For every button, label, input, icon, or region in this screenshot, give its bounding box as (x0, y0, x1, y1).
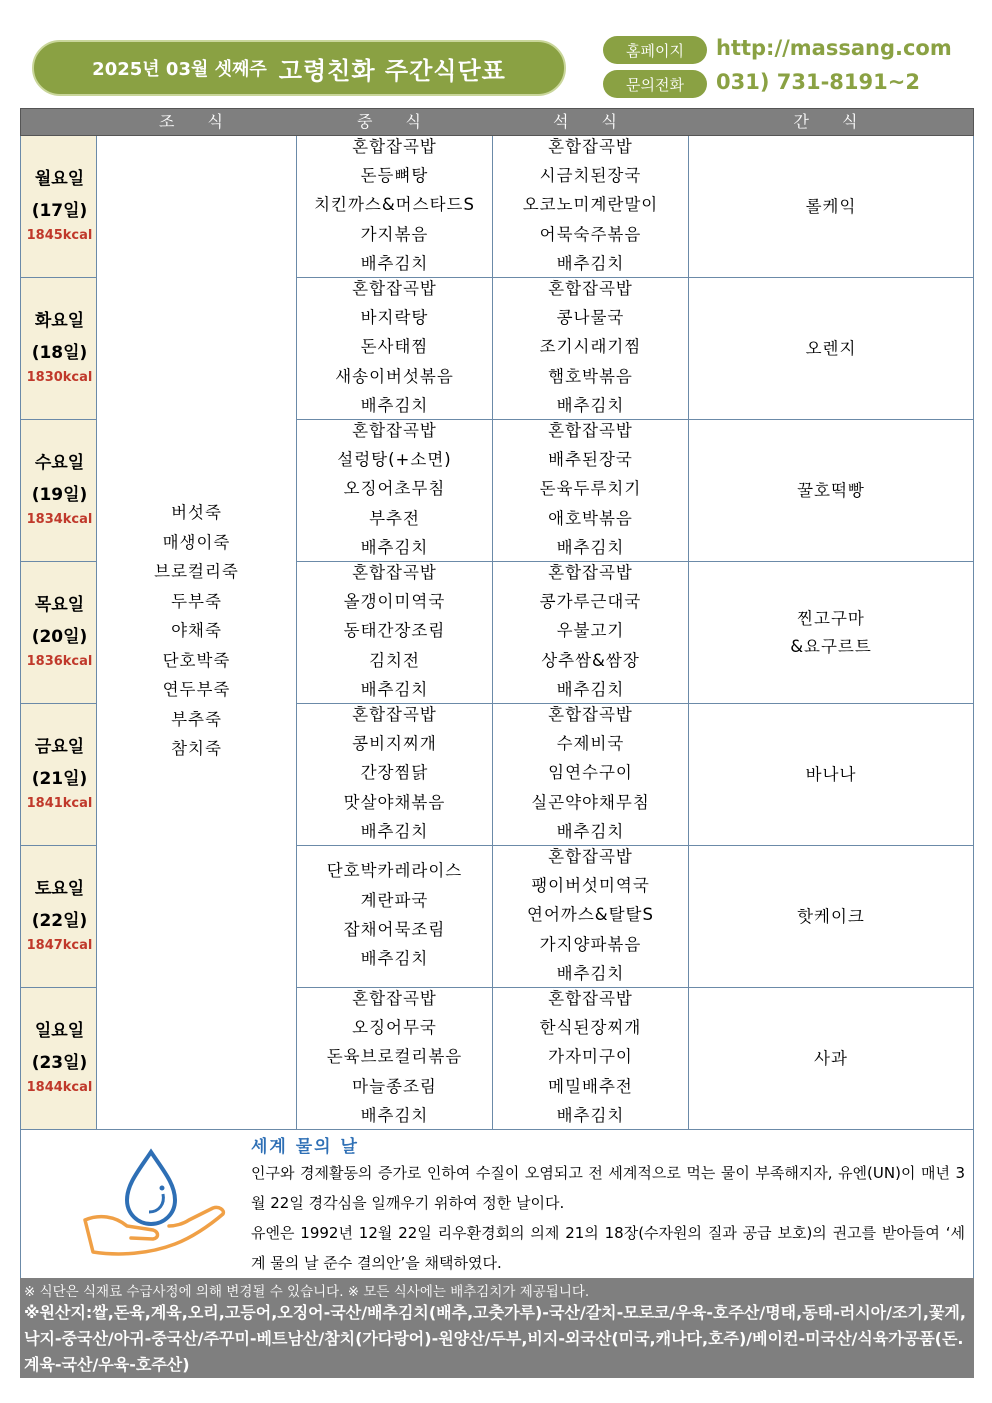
dinner-item: 오코노미계란말이 (522, 195, 659, 215)
breakfast-item: 부추죽 (171, 709, 222, 729)
lunch-item: 혼합잡곡밥 (352, 988, 437, 1008)
day-cell (20, 136, 97, 278)
dinner-item: 연어까스&탈탈S (527, 905, 654, 925)
dinner-item: 팽이버섯미역국 (531, 875, 650, 895)
phone-number: 031) 731-8191~2 (716, 70, 920, 94)
dinner-cell (493, 562, 689, 704)
dinner-item: 혼합잡곡밥 (548, 704, 633, 724)
notice-paragraph-1: 인구와 경제활동의 증가로 인하여 수질이 오염되고 전 세계적으로 먹는 물이 부족해지자, 유엔(UN)이 매년 3월 22일 경각심을 일깨우기 위하여 정한 날이다. (251, 1164, 965, 1212)
lunch-item: 동태간장조림 (343, 621, 446, 641)
day-date: (21일) (31, 769, 88, 789)
dinner-cell (493, 988, 689, 1130)
dinner-item: 배추김치 (556, 822, 625, 842)
lunch-item: 계란파국 (360, 890, 429, 910)
day-kcal: 1834kcal (26, 512, 93, 527)
lunch-item: 설렁탕(+소면) (337, 449, 452, 469)
dinner-item: 콩나물국 (556, 307, 625, 327)
dinner-item: 시금치된장국 (539, 165, 642, 185)
lunch-item: 혼합잡곡밥 (352, 704, 437, 724)
dinner-item: 혼합잡곡밥 (548, 846, 633, 866)
footer (20, 1278, 974, 1378)
notice-title: 세계 물의 날 (251, 1137, 359, 1157)
day-date: (22일) (31, 911, 88, 931)
dinner-cell (493, 278, 689, 420)
dinner-item: 햄호박볶음 (548, 366, 633, 386)
breakfast-item: 브로컬리죽 (154, 562, 239, 581)
breakfast-item: 두부죽 (171, 591, 222, 611)
dinner-item: 메밀배추전 (548, 1076, 633, 1096)
dinner-cell (493, 704, 689, 846)
day-name: 수요일 (34, 453, 85, 473)
day-kcal: 1844kcal (26, 1080, 93, 1095)
lunch-cell (297, 846, 493, 988)
dinner-item: 배추김치 (556, 964, 625, 984)
water-drop-hand-icon (79, 1148, 229, 1258)
lunch-cell (297, 562, 493, 704)
lunch-item: 배추김치 (360, 1106, 429, 1126)
notice-text (251, 1158, 965, 1278)
lunch-item: 마늘종조림 (352, 1076, 437, 1096)
snack-cell (689, 278, 974, 420)
dinner-item: 배추김치 (556, 680, 625, 700)
lunch-item: 배추김치 (360, 949, 429, 969)
lunch-cell (297, 136, 493, 278)
footer-note: ※ 식단은 식재료 수급사정에 의해 변경될 수 있습니다. ※ 모든 식사에는 배추김치가 제공됩니다. (24, 1284, 590, 1300)
snack-cell (689, 846, 974, 988)
snack-item: 꿀호떡빵 (797, 481, 865, 500)
lunch-cell (297, 704, 493, 846)
day-cell (20, 420, 97, 562)
dinner-item: 혼합잡곡밥 (548, 562, 633, 582)
snack-item: 바나나 (805, 765, 857, 784)
lunch-item: 혼합잡곡밥 (352, 562, 437, 582)
dinner-item: 배추김치 (556, 538, 625, 558)
snack-item: 오렌지 (805, 339, 857, 358)
dinner-item: 혼합잡곡밥 (548, 136, 633, 156)
title-week: 2025년 03월 셋째주 (92, 59, 267, 80)
lunch-item: 혼합잡곡밥 (352, 420, 437, 440)
snack-cell (689, 988, 974, 1130)
dinner-item: 실곤약야채무침 (531, 792, 650, 812)
day-date: (18일) (31, 343, 88, 363)
dinner-cell (493, 846, 689, 988)
lunch-item: 오징어무국 (352, 1017, 437, 1037)
notice-paragraph-2: 유엔은 1992년 12월 22일 리우환경회의 의제 21의 18장(수자원의 질과 공급 보호)의 권고를 받아들여 ‘세계 물의 날 준수 결의안’을 채택하였다. (251, 1224, 965, 1272)
dinner-item: 돈육두루치기 (539, 479, 642, 499)
lunch-item: 배추김치 (360, 822, 429, 842)
dinner-item: 혼합잡곡밥 (548, 988, 633, 1008)
lunch-item: 부추전 (369, 508, 420, 528)
title-banner (32, 40, 566, 96)
day-name: 일요일 (34, 1021, 85, 1041)
snack-item: &요구르트 (790, 637, 872, 656)
lunch-cell (297, 988, 493, 1130)
snack-item: 롤케익 (805, 197, 857, 216)
lunch-item: 맛살야채볶음 (343, 792, 446, 812)
day-kcal: 1841kcal (26, 796, 93, 811)
snack-cell (689, 704, 974, 846)
dinner-item: 배추된장국 (548, 449, 633, 469)
phone-label: 문의전화 (603, 70, 707, 98)
day-date: (23일) (31, 1053, 88, 1073)
snack-item: 사과 (814, 1049, 848, 1068)
lunch-item: 가지볶음 (360, 224, 429, 244)
lunch-item: 단호박카레라이스 (326, 861, 463, 881)
dinner-item: 가지양파볶음 (539, 934, 642, 954)
dinner-item: 상추쌈&쌈장 (541, 650, 640, 670)
day-cell (20, 988, 97, 1130)
dinner-item: 조기시래기찜 (539, 337, 642, 357)
header-snack: 간 식 (793, 112, 872, 131)
day-kcal: 1845kcal (26, 228, 93, 243)
dinner-item: 수제비국 (556, 733, 625, 753)
breakfast-list (97, 498, 296, 764)
homepage-label: 홈페이지 (603, 36, 707, 64)
lunch-item: 돈사태찜 (360, 337, 429, 357)
lunch-item: 바지락탕 (360, 307, 429, 327)
lunch-item: 돈등뼈탕 (360, 165, 429, 185)
notice-box (20, 1130, 974, 1278)
lunch-item: 배추김치 (360, 538, 429, 558)
lunch-item: 배추김치 (360, 680, 429, 700)
lunch-cell (297, 278, 493, 420)
lunch-item: 배추김치 (360, 254, 429, 274)
day-name: 토요일 (34, 879, 85, 899)
day-kcal: 1836kcal (26, 654, 93, 669)
header-dinner: 석 식 (553, 112, 631, 131)
dinner-item: 배추김치 (556, 1106, 625, 1126)
day-cell (20, 704, 97, 846)
dinner-item: 혼합잡곡밥 (548, 278, 633, 298)
breakfast-item: 버섯죽 (171, 503, 222, 522)
lunch-item: 오징어초무침 (343, 479, 446, 499)
lunch-item: 치킨까스&머스타드S (314, 195, 475, 215)
day-date: (20일) (31, 627, 88, 647)
dinner-item: 가자미구이 (548, 1047, 633, 1067)
breakfast-item: 참치죽 (171, 739, 222, 758)
dinner-item: 배추김치 (556, 396, 625, 416)
header-lunch: 중 식 (357, 112, 435, 131)
dinner-cell (493, 420, 689, 562)
lunch-item: 돈육브로컬리볶음 (326, 1047, 463, 1067)
day-date: (17일) (31, 201, 88, 221)
breakfast-item: 야채죽 (171, 621, 222, 640)
snack-cell (689, 420, 974, 562)
day-name: 금요일 (34, 737, 85, 757)
day-kcal: 1830kcal (26, 370, 93, 385)
dinner-item: 어묵숙주볶음 (539, 224, 642, 244)
dinner-cell (493, 136, 689, 278)
lunch-item: 새송이버섯볶음 (335, 366, 454, 386)
day-name: 월요일 (34, 169, 85, 189)
day-name: 목요일 (34, 595, 85, 615)
snack-cell (689, 562, 974, 704)
day-cell (20, 562, 97, 704)
lunch-item: 혼합잡곡밥 (352, 278, 437, 298)
snack-item: 찐고구마 (797, 609, 865, 628)
dinner-item: 한식된장찌개 (539, 1017, 642, 1037)
lunch-item: 간장찜닭 (360, 763, 429, 783)
snack-cell (689, 136, 974, 278)
homepage-link[interactable]: http://massang.com (716, 36, 952, 60)
dinner-item: 애호박볶음 (548, 508, 633, 528)
lunch-item: 잡채어묵조림 (343, 919, 446, 939)
dinner-item: 임연수구이 (548, 763, 633, 783)
dinner-item: 우불고기 (556, 621, 625, 641)
day-cell (20, 846, 97, 988)
day-date: (19일) (31, 485, 88, 505)
lunch-item: 콩비지찌개 (352, 733, 437, 753)
breakfast-item: 연두부죽 (162, 680, 231, 699)
origin-info: ※원산지:쌀,돈육,계육,오리,고등어,오징어-국산/배추김치(배추,고춧가루)-국산/갈치-모로코/우육-호주산/명태,동태-러시아/조기,꽃게,낙지-중국산/아귀-중국산/주꾸미-베트남산/참치(가다랑어)-원양산/두부,비지-외국산(미국,캐나다,호주)/베이컨-미국산/식육가공품(돈.계육-국산/우육-호주산) (24, 1303, 966, 1374)
breakfast-column (97, 136, 297, 1130)
day-kcal: 1847kcal (26, 938, 93, 953)
dinner-item: 혼합잡곡밥 (548, 420, 633, 440)
lunch-item: 김치전 (369, 650, 420, 670)
breakfast-item: 단호박죽 (162, 650, 231, 670)
page-title: 고령친화 주간식단표 (278, 56, 506, 85)
dinner-item: 배추김치 (556, 254, 625, 274)
lunch-item: 올갱이미역국 (343, 591, 446, 611)
header-breakfast: 조 식 (159, 112, 237, 131)
dinner-item: 콩가루근대국 (539, 591, 642, 611)
snack-item: 핫케이크 (797, 907, 865, 926)
lunch-item: 혼합잡곡밥 (352, 136, 437, 156)
lunch-cell (297, 420, 493, 562)
lunch-item: 배추김치 (360, 396, 429, 416)
day-name: 화요일 (34, 311, 85, 331)
day-cell (20, 278, 97, 420)
breakfast-item: 매생이죽 (162, 532, 231, 552)
